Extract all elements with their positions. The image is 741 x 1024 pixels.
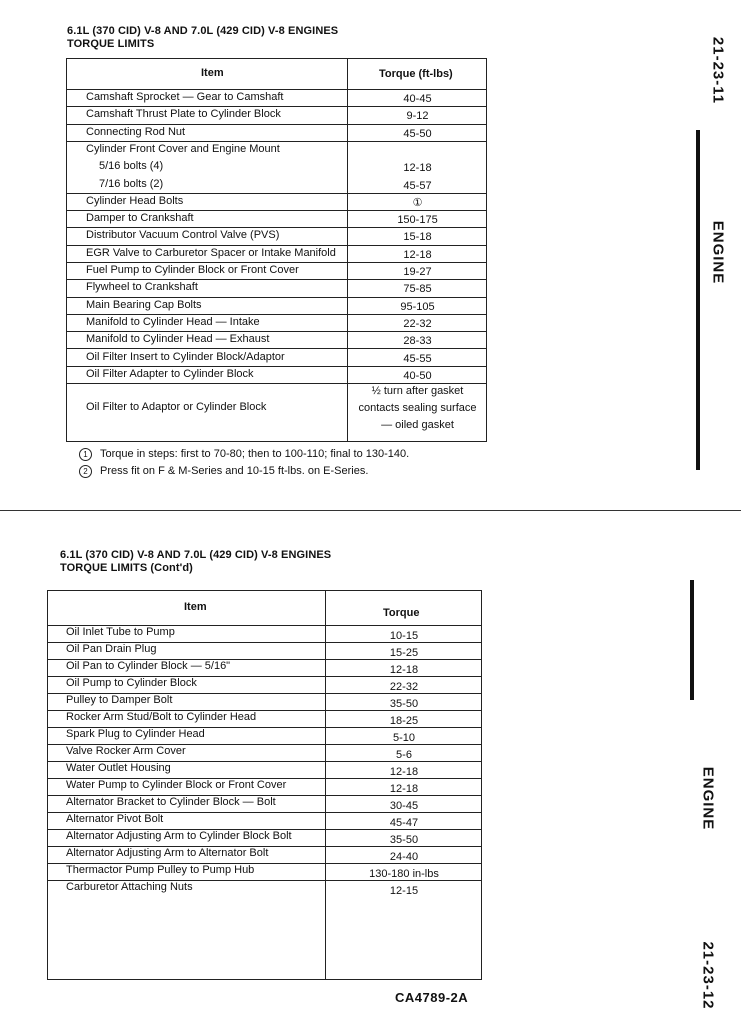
figure-code: CA4789-2A bbox=[395, 990, 469, 1005]
top-row-torque: 9-12 bbox=[406, 110, 429, 123]
top-row-item: Fuel Pump to Cylinder Block or Front Cover bbox=[86, 264, 299, 276]
top-page-code: 21-23-11 bbox=[709, 36, 727, 105]
bottom-row-item: Alternator Pivot Bolt bbox=[66, 813, 164, 825]
bottom-table-row bbox=[48, 625, 481, 643]
top-table-row bbox=[67, 193, 486, 211]
footnote-2-marker: 2 bbox=[79, 465, 92, 478]
bottom-table-row bbox=[48, 693, 481, 711]
top-table-row bbox=[67, 262, 486, 280]
bottom-row-torque: 18-25 bbox=[389, 715, 419, 727]
bottom-row-item: Pulley to Damper Bolt bbox=[66, 694, 173, 706]
top-row-torque: 22-32 bbox=[403, 317, 432, 330]
bottom-row-torque: 5-10 bbox=[392, 732, 416, 744]
top-row-item: Camshaft Thrust Plate to Cylinder Block bbox=[86, 108, 281, 121]
top-row-item: Cylinder Head Bolts bbox=[86, 194, 184, 207]
bottom-table-row bbox=[48, 642, 481, 660]
top-table-row bbox=[67, 331, 486, 349]
top-footnotes bbox=[79, 446, 409, 480]
bottom-row-torque: 130-180 in-lbs bbox=[369, 868, 439, 880]
top-row-torque: 45-50 bbox=[403, 127, 432, 140]
bottom-page-code: 21-23-12 bbox=[699, 941, 717, 1010]
top-row-item: Distributor Vacuum Control Valve (PVS) bbox=[86, 229, 280, 242]
top-row-item: Damper to Crankshaft bbox=[86, 212, 194, 225]
top-row-torque: 45-57 bbox=[403, 179, 432, 192]
footnote-2-text: Press fit on F & M-Series and 10-15 ft-lbs. on E-Series. bbox=[100, 465, 369, 477]
bottom-header-item: Item bbox=[184, 601, 207, 613]
top-row-item: Flywheel to Crankshaft bbox=[86, 281, 198, 294]
bottom-row-torque: 15-25 bbox=[389, 647, 419, 659]
top-row-item: Cylinder Front Cover and Engine Mount bbox=[86, 142, 280, 155]
top-title-line1: 6.1L (370 CID) V-8 AND 7.0L (429 CID) V-8 ENGINES bbox=[67, 25, 339, 37]
bottom-title-line2: TORQUE LIMITS (Cont'd) bbox=[60, 562, 193, 574]
top-row-torque-line: ½ turn after gasket bbox=[371, 385, 464, 398]
top-row-torque: 15-18 bbox=[403, 231, 432, 244]
footnote-1-text: Torque in steps: first to 70-80; then to 100-110; final to 130-140. bbox=[100, 448, 410, 460]
top-table-row bbox=[67, 158, 486, 175]
bottom-row-item: Oil Pan Drain Plug bbox=[66, 643, 157, 655]
bottom-row-torque: 35-50 bbox=[389, 698, 419, 710]
bottom-table-row bbox=[48, 676, 481, 694]
top-row-torque-line: — oiled gasket bbox=[381, 419, 454, 432]
top-side-label: ENGINE bbox=[709, 220, 727, 285]
bottom-table-row bbox=[48, 710, 481, 728]
top-row-item: Main Bearing Cap Bolts bbox=[86, 298, 202, 311]
top-table-row bbox=[67, 106, 486, 124]
bottom-row-torque: 35-50 bbox=[389, 834, 419, 846]
top-table-row bbox=[67, 314, 486, 332]
top-row-torque: 95-105 bbox=[400, 300, 435, 313]
bottom-table-row bbox=[48, 761, 481, 779]
bottom-row-item: Alternator Bracket to Cylinder Block — Bolt bbox=[66, 796, 276, 808]
bottom-side-bar bbox=[690, 580, 694, 700]
top-row-torque-line: contacts sealing surface bbox=[358, 402, 477, 415]
top-table-row bbox=[67, 176, 486, 194]
top-table-row bbox=[67, 227, 486, 245]
bottom-row-item: Valve Rocker Arm Cover bbox=[66, 745, 186, 757]
bottom-table-row bbox=[48, 778, 481, 796]
top-header-torque: Torque (ft-lbs) bbox=[379, 68, 453, 80]
bottom-row-torque: 10-15 bbox=[389, 630, 419, 642]
top-table-row bbox=[67, 349, 486, 367]
bottom-row-item: Alternator Adjusting Arm to Cylinder Block Bolt bbox=[66, 830, 292, 842]
footnote-2 bbox=[79, 463, 409, 480]
bottom-side-label: ENGINE bbox=[699, 766, 717, 831]
bottom-row-item: Carburetor Attaching Nuts bbox=[66, 881, 193, 893]
bottom-row-item: Spark Plug to Cylinder Head bbox=[66, 728, 205, 740]
section-divider bbox=[0, 510, 741, 511]
bottom-row-item: Oil Pump to Cylinder Block bbox=[66, 677, 197, 689]
bottom-table-row bbox=[48, 863, 481, 881]
top-row-torque: 40-50 bbox=[403, 369, 432, 382]
top-row-torque: ① bbox=[412, 196, 423, 209]
bottom-row-item: Water Pump to Cylinder Block or Front Cover bbox=[66, 779, 287, 791]
top-row-item: Manifold to Cylinder Head — Exhaust bbox=[86, 333, 270, 346]
bottom-row-item: Water Outlet Housing bbox=[66, 762, 171, 774]
bottom-row-item: Oil Pan to Cylinder Block — 5/16" bbox=[66, 660, 231, 672]
top-row-item: Manifold to Cylinder Head — Intake bbox=[86, 315, 260, 328]
top-table-row bbox=[67, 124, 486, 142]
bottom-row-torque: 12-18 bbox=[389, 783, 419, 795]
top-row-item: EGR Valve to Carburetor Spacer or Intake Manifold bbox=[86, 246, 336, 259]
top-table-header bbox=[67, 59, 486, 90]
top-table-row bbox=[67, 383, 486, 435]
top-row-item: Camshaft Sprocket — Gear to Camshaft bbox=[86, 91, 284, 103]
bottom-row-torque: 22-32 bbox=[389, 681, 419, 693]
top-table-row bbox=[67, 366, 486, 384]
top-row-item: Oil Filter Insert to Cylinder Block/Adaptor bbox=[86, 350, 285, 363]
footnote-1 bbox=[79, 446, 409, 463]
top-row-torque: 12-18 bbox=[403, 162, 432, 175]
top-table-row bbox=[67, 210, 486, 228]
bottom-table-header bbox=[48, 591, 481, 626]
footnote-1-marker: 1 bbox=[79, 448, 92, 461]
top-row-item: Oil Filter Adapter to Cylinder Block bbox=[86, 367, 254, 380]
top-title-line2: TORQUE LIMITS bbox=[67, 38, 155, 50]
top-row-torque: 12-18 bbox=[403, 248, 432, 261]
bottom-table-row bbox=[48, 880, 481, 897]
bottom-row-item: Oil Inlet Tube to Pump bbox=[66, 626, 175, 638]
top-torque-table bbox=[66, 58, 487, 442]
top-row-item: 5/16 bolts (4) bbox=[99, 160, 164, 173]
bottom-row-torque: 5-6 bbox=[396, 749, 412, 761]
bottom-title-line1: 6.1L (370 CID) V-8 AND 7.0L (429 CID) V-8 ENGINES bbox=[60, 549, 332, 561]
top-table-row bbox=[67, 89, 486, 107]
bottom-row-item: Rocker Arm Stud/Bolt to Cylinder Head bbox=[66, 711, 257, 723]
bottom-table-row bbox=[48, 744, 481, 762]
bottom-row-torque: 12-15 bbox=[389, 885, 419, 897]
bottom-row-torque: 12-18 bbox=[389, 664, 419, 676]
bottom-table-row bbox=[48, 659, 481, 677]
bottom-header-torque: Torque bbox=[383, 607, 420, 619]
top-row-torque: 19-27 bbox=[403, 266, 432, 278]
bottom-table-row bbox=[48, 812, 481, 830]
bottom-table-row bbox=[48, 795, 481, 813]
top-table-row bbox=[67, 141, 486, 158]
top-row-torque: 75-85 bbox=[403, 283, 432, 296]
top-side-bar bbox=[696, 130, 700, 470]
bottom-table-row bbox=[48, 846, 481, 864]
top-row-torque: 45-55 bbox=[403, 352, 432, 365]
top-table-row bbox=[67, 279, 486, 297]
top-row-item: Connecting Rod Nut bbox=[86, 125, 186, 138]
top-row-torque: 150-175 bbox=[397, 214, 438, 227]
top-row-item: Oil Filter to Adaptor or Cylinder Block bbox=[86, 401, 267, 414]
top-table-row bbox=[67, 297, 486, 315]
bottom-table-row bbox=[48, 727, 481, 745]
bottom-row-torque: 24-40 bbox=[389, 851, 419, 863]
bottom-torque-table bbox=[47, 590, 482, 980]
top-row-torque: 28-33 bbox=[403, 335, 432, 348]
bottom-row-torque: 30-45 bbox=[389, 800, 419, 812]
bottom-row-torque: 12-18 bbox=[389, 766, 419, 778]
top-table-row bbox=[67, 245, 486, 263]
top-header-item: Item bbox=[201, 67, 224, 79]
bottom-row-item: Alternator Adjusting Arm to Alternator Bolt bbox=[66, 847, 269, 859]
top-row-item: 7/16 bolts (2) bbox=[99, 177, 164, 190]
bottom-table-row bbox=[48, 829, 481, 847]
bottom-row-torque: 45-47 bbox=[389, 817, 419, 829]
top-row-torque: 40-45 bbox=[403, 93, 432, 105]
bottom-row-item: Thermactor Pump Pulley to Pump Hub bbox=[66, 864, 255, 876]
